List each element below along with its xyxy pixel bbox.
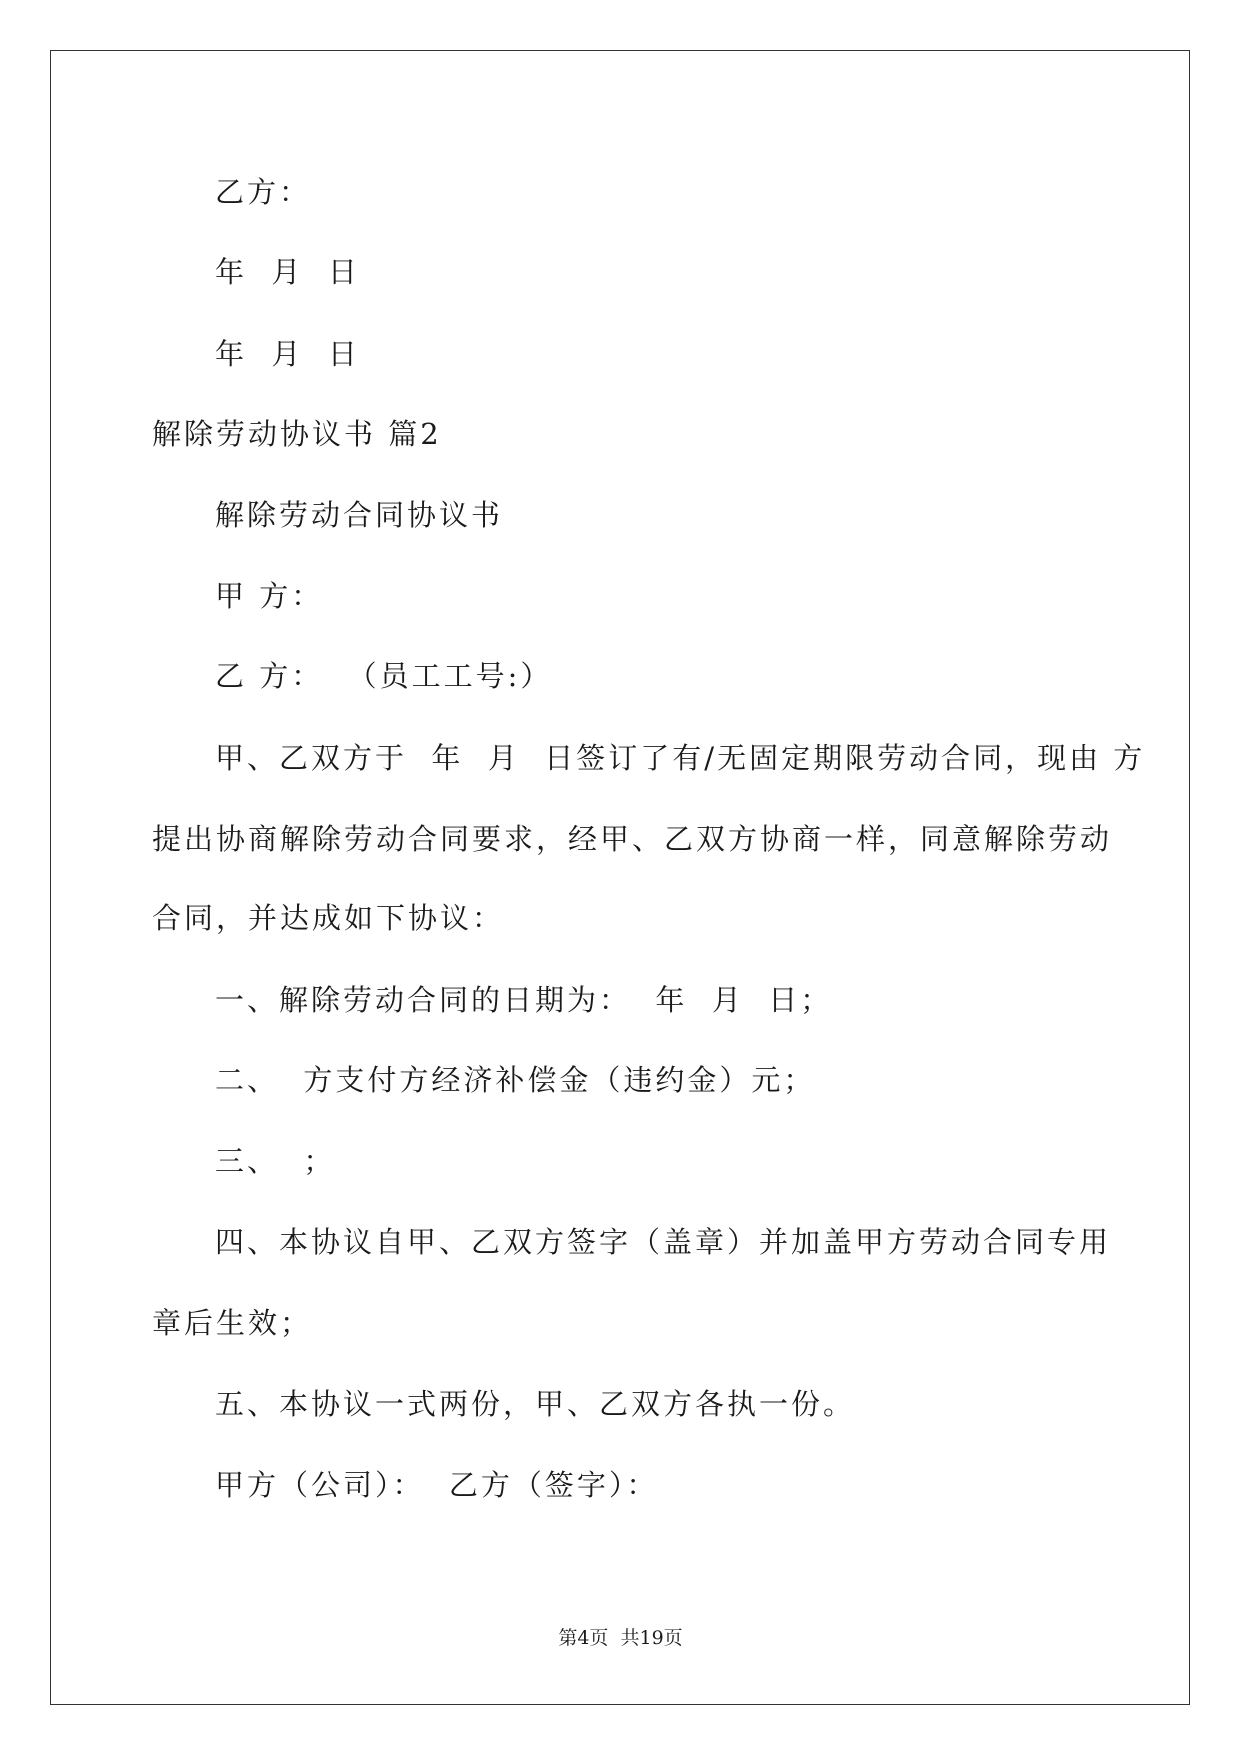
date-line-2: 年 月 日 (215, 337, 360, 371)
page-border (50, 50, 1190, 1705)
agreement-title: 解除劳动合同协议书 (215, 498, 504, 532)
body-paragraph-line-3: 合同，并达成如下协议： (152, 901, 505, 935)
body-paragraph-line-2: 提出协商解除劳动合同要求，经甲、乙双方协商一样，同意解除劳动 (152, 822, 1113, 856)
signature-line: 甲方（公司）： 乙方（签字）： (215, 1468, 659, 1502)
party-b-line: 乙 方： （员工工号:） (215, 659, 553, 693)
body-paragraph-line-1: 甲、乙双方于 年 月 日签订了有/无固定期限劳动合同，现由 方 (215, 741, 1146, 775)
clause-3: 三、 ； (215, 1144, 336, 1178)
clause-5: 五、本协议一式两份，甲、乙双方各执一份。 (215, 1387, 856, 1421)
clause-4-line-1: 四、本协议自甲、乙双方签字（盖章）并加盖甲方劳动合同专用 (215, 1225, 1112, 1259)
party-b-label: 乙方： (215, 175, 312, 209)
page-number: 第4页 共19页 (558, 1627, 683, 1649)
clause-1: 一、解除劳动合同的日期为： 年 月 日； (215, 983, 833, 1017)
party-a-line: 甲 方： (215, 579, 324, 613)
clause-4-line-2: 章后生效； (152, 1306, 313, 1340)
clause-2: 二、 方支付方经济补偿金（违约金）元； (215, 1063, 816, 1097)
section-heading: 解除劳动协议书 篇2 (152, 417, 442, 451)
date-line-1: 年 月 日 (215, 255, 360, 289)
